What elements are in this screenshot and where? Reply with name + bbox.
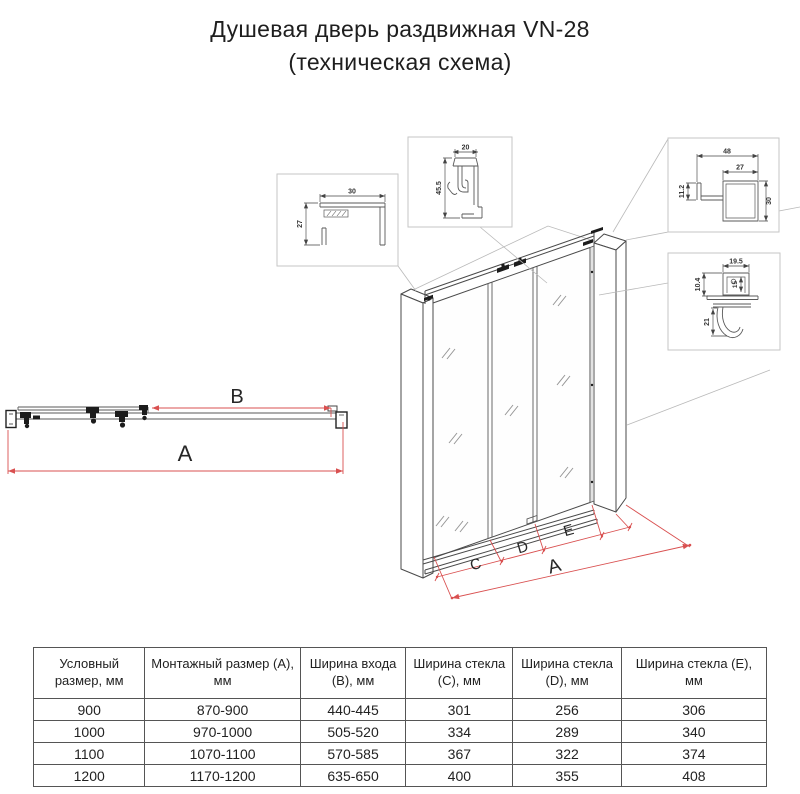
plan-rail — [14, 407, 345, 419]
table-cell: 355 — [513, 765, 621, 787]
table-cell: 256 — [513, 699, 621, 721]
detail-box-bottom-rail-profile — [668, 253, 780, 350]
table-cell: 367 — [406, 743, 513, 765]
plan-dimensions — [8, 408, 343, 474]
bottom-rail-width-dim: 19.5 — [729, 258, 743, 266]
table-row — [34, 721, 767, 743]
table-cell: 570-585 — [300, 743, 406, 765]
plan-view — [6, 386, 347, 474]
col-header-glass-width-d: Ширина стекла (D), мм — [513, 648, 621, 699]
detail-box-vertical-profile — [408, 137, 512, 227]
bottom-rail-foot-height-dim: 21 — [704, 318, 711, 326]
top-rail-inner-width-dim: 27 — [736, 164, 744, 172]
col-header-nominal-size: Условный размер, мм — [34, 648, 145, 699]
table-cell: 334 — [406, 721, 513, 743]
top-rail-right-height-dim: 30 — [766, 197, 773, 205]
table-cell: 400 — [406, 765, 513, 787]
vertical-profile-width-dim: 20 — [461, 144, 470, 152]
total-width-a-label: A — [545, 554, 564, 579]
plan-wall-brackets — [6, 406, 347, 428]
table-cell: 340 — [621, 721, 766, 743]
vertical-profile-height-dim: 45.5 — [436, 181, 443, 195]
table-cell: 1000 — [34, 721, 145, 743]
entry-width-b-label: B — [230, 386, 244, 408]
table-cell: 900 — [34, 699, 145, 721]
col-header-glass-width-e: Ширина стекла (E), мм — [621, 648, 766, 699]
bottom-rail-inner-height-dim: 15 — [732, 280, 739, 289]
glass-width-c-label: C — [468, 555, 484, 575]
table-cell: 306 — [621, 699, 766, 721]
glass-panels — [433, 246, 594, 558]
title-line-1: Душевая дверь раздвижная VN-28 — [210, 16, 590, 42]
detail-box-top-rail-profile — [668, 138, 779, 232]
table-cell: 1170-1200 — [145, 765, 300, 787]
size-table — [33, 647, 767, 787]
col-header-entry-width-b: Ширина входа (B), мм — [300, 648, 406, 699]
glass-width-d-label: D — [515, 538, 531, 558]
wall-profile-width-dim: 30 — [348, 188, 356, 196]
mount-width-a-label: A — [177, 441, 193, 466]
table-row — [34, 699, 767, 721]
right-wall-profile-post — [594, 234, 626, 512]
table-cell: 970-1000 — [145, 721, 300, 743]
col-header-glass-width-c: Ширина стекла (C), мм — [406, 648, 513, 699]
table-cell: 1100 — [34, 743, 145, 765]
table-row — [34, 765, 767, 787]
detail-box-wall-profile — [277, 174, 398, 266]
title-line-2: (техническая схема) — [288, 49, 512, 75]
table-cell: 322 — [513, 743, 621, 765]
left-wall-profile-post — [401, 289, 433, 578]
table-cell: 505-520 — [300, 721, 406, 743]
table-cell: 1070-1100 — [145, 743, 300, 765]
table-cell: 1200 — [34, 765, 145, 787]
plan-roller-carriages — [20, 405, 148, 428]
table-cell: 440-445 — [300, 699, 406, 721]
table-header-row — [34, 648, 767, 699]
table-cell: 289 — [513, 721, 621, 743]
table-cell: 870-900 — [145, 699, 300, 721]
top-rail-left-height-dim: 11.2 — [679, 184, 686, 199]
top-rail-width-dim: 48 — [723, 148, 731, 156]
table-cell: 408 — [621, 765, 766, 787]
wall-profile-height-dim: 27 — [297, 220, 304, 228]
glass-width-e-label: E — [561, 521, 576, 541]
table-row — [34, 743, 767, 765]
table-cell: 374 — [621, 743, 766, 765]
table-cell: 301 — [406, 699, 513, 721]
table-cell: 635-650 — [300, 765, 406, 787]
bottom-rail-left-height-dim: 10.4 — [695, 277, 702, 292]
col-header-mount-size-a: Монтажный размер (A), мм — [145, 648, 300, 699]
front-view — [401, 227, 691, 599]
